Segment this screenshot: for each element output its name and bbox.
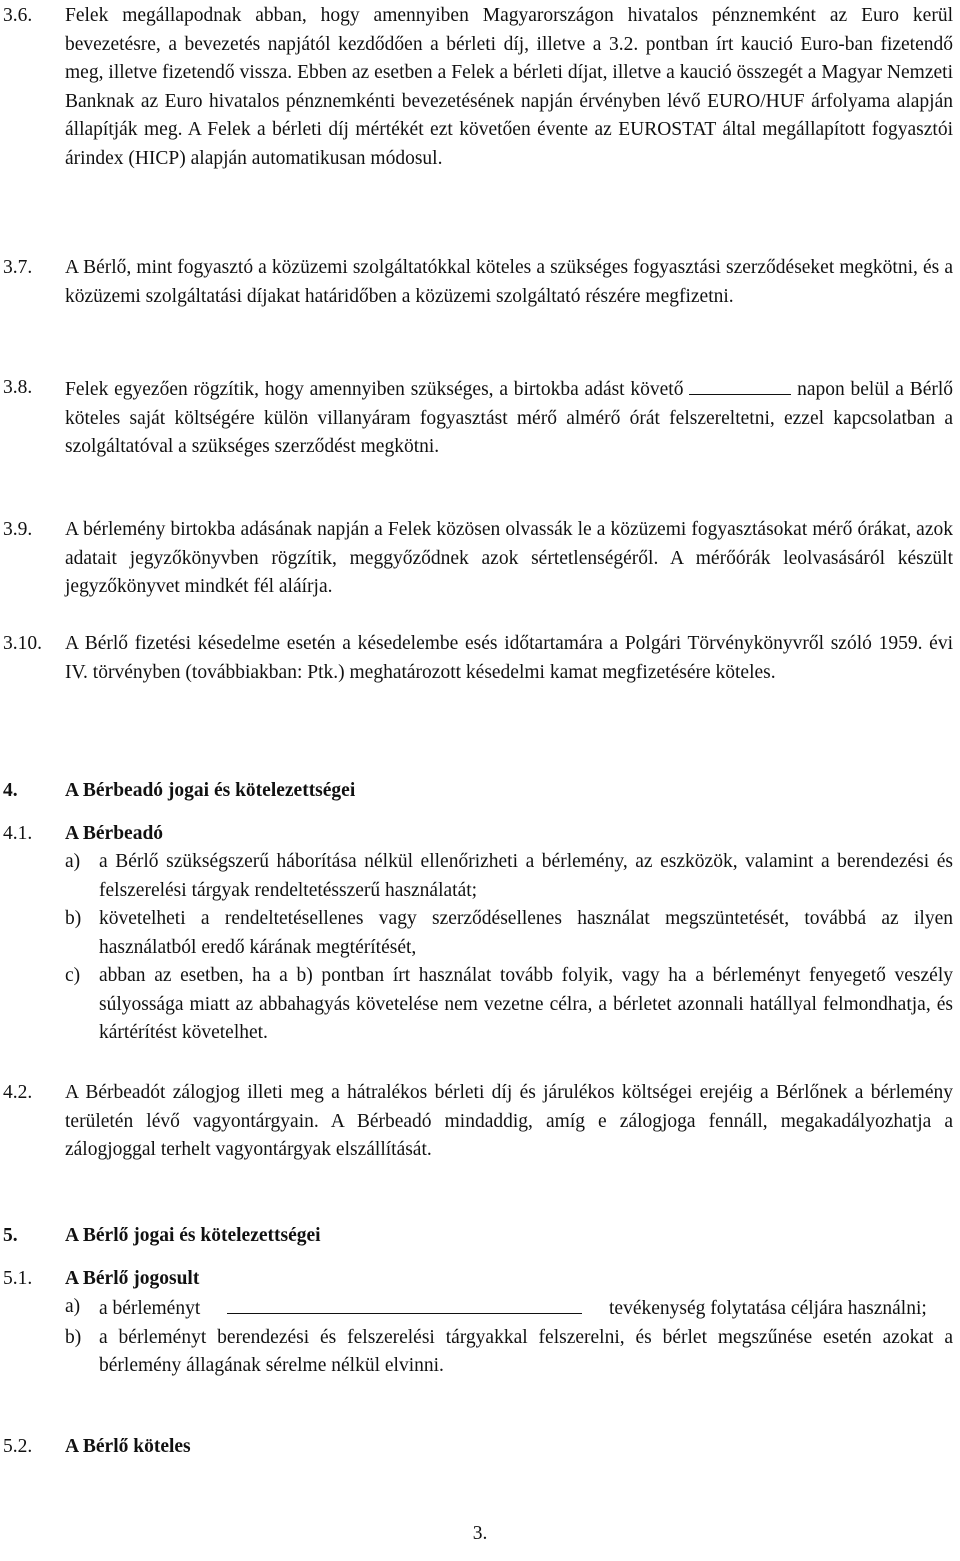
section-text <box>65 374 953 462</box>
list-item-text: követelheti a rendeltetésellenes vagy szerződésellenes használat megszüntetését, továbbá az ilyen használatból eredő kárának megtérítését, <box>99 908 953 958</box>
section-number: 3.7. <box>3 257 33 278</box>
list-item-label: b) <box>65 1326 82 1348</box>
list-item <box>65 962 953 1048</box>
section-text: Felek megállapodnak abban, hogy amennyiben Magyarországon hivatalos pénznemként az Euro kerül bevezetésre, a bevezetés napjától kezdődően a bérleti díj, illetve a 3.2. pontban írt kaució Euro-ban fizetendő meg, illetve fizetendő vissza. Ebben az esetben a Felek a bérleti díjat, illetve a kaució összegét a Magyar Nemzeti Banknak az Euro hivatalos pénznemkénti bevezetésének napján érvényben lévő EURO/HUF árfolyama alapján állapítják meg. A Felek a bérleti díj mértékét ezt követően évente az EUROSTAT által megállapított fogyasztói árindex (HICP) alapján automatikusan módosul. <box>65 5 953 169</box>
page-number: 3. <box>472 1523 488 1544</box>
list-item-label: a) <box>65 1296 81 1317</box>
section-number: 4. <box>3 780 18 801</box>
list-item-text: abban az esetben, ha a b) pontban írt használat tovább folyik, vagy ha a bérleményt fenyegető veszély súlyossága miatt az abbahagyás követelése nem vezetne célra, a bérletet azonnali hatállyal felmondhatja, és kártérítést követelhet. <box>99 965 953 1043</box>
section-number: 5. <box>3 1225 18 1246</box>
section-number: 3.10. <box>3 633 42 654</box>
fill-in-blank-days[interactable] <box>689 374 791 395</box>
section-list <box>65 848 953 1048</box>
fill-in-blank-activity[interactable] <box>227 1293 582 1314</box>
list-item-text-before: a bérleményt <box>99 1298 201 1319</box>
section-text-before: Felek egyezően rögzítik, hogy amennyiben szükséges, a birtokba adást követő <box>65 379 684 400</box>
list-item <box>65 1324 953 1381</box>
list-item-text: a Bérlő szükségszerű háborítása nélkül ellenőrizheti a bérlemény, az eszközök, valamint a berendezési és felszerelési tárgyak rendeltetésszerű használatát; <box>99 851 953 901</box>
list-item <box>65 1293 953 1324</box>
section-text: A Bérlő, mint fogyasztó a közüzemi szolgáltatókkal köteles a szükséges fogyasztási szerződéseket megkötni, és a közüzemi szolgáltatási díjakat határidőben a közüzemi szolgáltató részére megfizetni. <box>65 257 953 307</box>
section-number: 3.8. <box>3 377 33 398</box>
section-title: A Bérlő köteles <box>65 1436 191 1457</box>
section-number: 5.2. <box>3 1436 33 1457</box>
section-title: A Bérlő jogosult <box>65 1268 200 1289</box>
section-number: 4.1. <box>3 823 33 844</box>
list-item-label: b) <box>65 908 82 929</box>
section-text: A bérlemény birtokba adásának napján a Felek közösen olvassák le a közüzemi fogyasztásokat mérő órákat, azok adatait jegyzőkönyvben rögzítik, meggyőződnek azok sértetlenségéről. A mérőórák leolvasásáról készült jegyzőkönyvet mindkét fél aláírja. <box>65 519 953 597</box>
section-text-after: napon belül a Bérlő köteles saját költségére külön villanyáram fogyasztást mérő almérő órát felszereltetni, ezzel kapcsolatban a szolgáltatóval a szükséges szerződést megkötni. <box>65 379 954 457</box>
list-item-label: c) <box>65 965 81 986</box>
section-number: 5.1. <box>3 1268 33 1289</box>
section-list <box>65 1293 953 1381</box>
section-text: A Bérlő fizetési késedelme esetén a késedelembe esés időtartamára a Polgári Törvénykönyvről szóló 1959. évi IV. törvényben (továbbiakban: Ptk.) meghatározott késedelmi kamat megfizetésére köteles. <box>65 633 953 683</box>
list-item-label: a) <box>65 851 81 872</box>
section-title: A Bérlő jogai és kötelezettségei <box>65 1225 321 1246</box>
list-item-text-after: tevékenység folytatása céljára használni; <box>609 1298 927 1319</box>
list-item-text: a bérleményt berendezési és felszerelési tárgyakkal felszerelni, és bérlet megszűnése esetén azokat a bérlemény állagának sérelme nélkül elvinni. <box>99 1326 953 1376</box>
list-item <box>65 848 953 905</box>
section-text: A Bérbeadót zálogjog illeti meg a hátralékos bérleti díj és járulékos költségei erejéig a Bérlőnek a bérlemény területén lévő vagyontárgyain. A Bérbeadó mindaddig, amíg e zálogjoga fennáll, megakadályozhatja a zálogjoggal terhelt vagyontárgyak elszállítását. <box>65 1082 953 1160</box>
list-item-text <box>99 1293 953 1324</box>
section-number: 3.9. <box>3 519 33 540</box>
section-title: A Bérbeadó jogai és kötelezettségei <box>65 780 356 801</box>
section-title: A Bérbeadó <box>65 823 164 844</box>
section-number: 3.6. <box>3 5 33 26</box>
section-number: 4.2. <box>3 1082 33 1103</box>
list-item <box>65 905 953 962</box>
